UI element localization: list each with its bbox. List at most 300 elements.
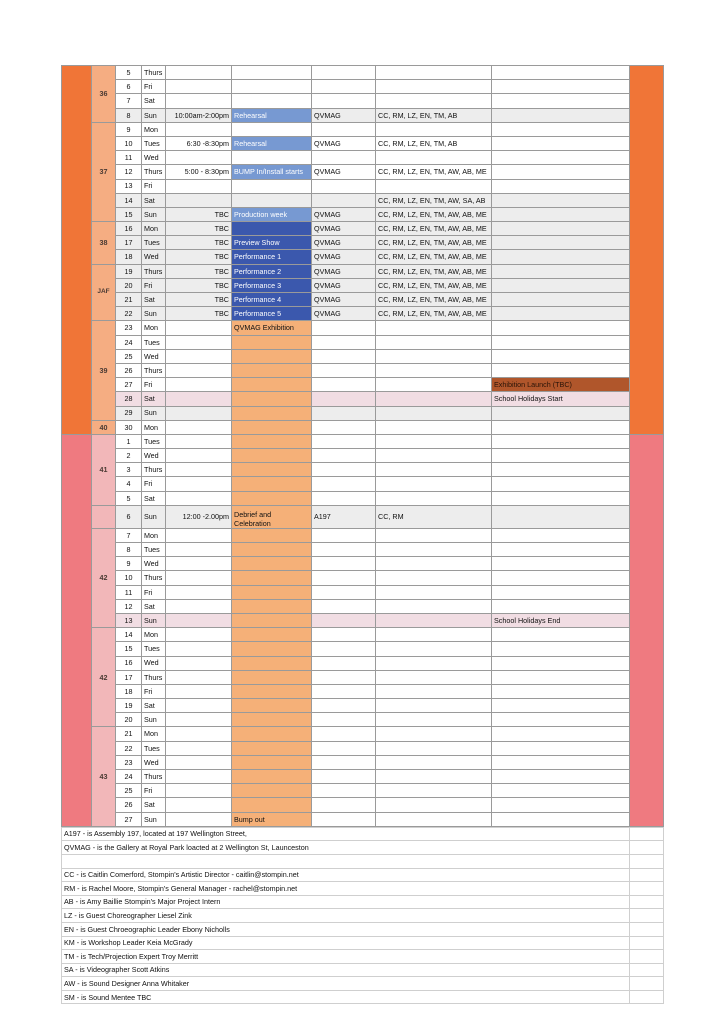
people-cell <box>376 741 492 755</box>
time-cell <box>166 585 232 599</box>
legend-entry: CC - is Caitlin Comerford, Stompin's Artistic Director - caitlin@stompin.net <box>62 868 630 882</box>
people-cell <box>376 491 492 505</box>
schedule-row <box>62 628 664 642</box>
schedule-row <box>62 543 664 557</box>
schedule-row <box>62 151 664 165</box>
legend-row <box>62 909 664 923</box>
week-number: 42 <box>92 628 116 727</box>
day-number: 16 <box>116 222 142 236</box>
people-cell <box>376 812 492 826</box>
notes-cell <box>492 307 630 321</box>
venue-cell <box>312 585 376 599</box>
venue-cell <box>312 571 376 585</box>
legend-entry: SA - is Videographer Scott Atkins <box>62 963 630 977</box>
time-cell <box>166 670 232 684</box>
schedule-table <box>61 65 664 827</box>
schedule-row <box>62 165 664 179</box>
week-number <box>92 505 116 528</box>
day-number: 13 <box>116 179 142 193</box>
people-cell: CC, RM, LZ, EN, TM, AW, AB, ME <box>376 250 492 264</box>
day-of-week: Wed <box>142 656 166 670</box>
venue-cell <box>312 80 376 94</box>
activity-cell <box>232 656 312 670</box>
day-of-week: Wed <box>142 557 166 571</box>
venue-cell <box>312 335 376 349</box>
day-of-week: Sun <box>142 406 166 420</box>
day-number: 24 <box>116 335 142 349</box>
notes-cell <box>492 505 630 528</box>
notes-cell <box>492 599 630 613</box>
schedule-sheet <box>61 65 663 1004</box>
day-of-week: Thurs <box>142 165 166 179</box>
venue-cell <box>312 628 376 642</box>
day-of-week: Sun <box>142 307 166 321</box>
people-cell: CC, RM, LZ, EN, TM, AB <box>376 108 492 122</box>
notes-cell <box>492 463 630 477</box>
notes-cell <box>492 363 630 377</box>
venue-cell: QVMAG <box>312 278 376 292</box>
venue-cell <box>312 642 376 656</box>
venue-cell <box>312 670 376 684</box>
day-number: 21 <box>116 293 142 307</box>
day-number: 16 <box>116 656 142 670</box>
venue-cell: QVMAG <box>312 307 376 321</box>
time-cell <box>166 122 232 136</box>
venue-cell <box>312 392 376 406</box>
people-cell: CC, RM, LZ, EN, TM, AW, AB, ME <box>376 264 492 278</box>
day-number: 5 <box>116 491 142 505</box>
notes-cell <box>492 642 630 656</box>
legend-entry: A197 - is Assembly 197, located at 197 Wellington Street, <box>62 827 630 841</box>
schedule-row <box>62 392 664 406</box>
people-cell <box>376 557 492 571</box>
time-cell: 6:30 -8:30pm <box>166 136 232 150</box>
venue-cell <box>312 599 376 613</box>
day-number: 21 <box>116 727 142 741</box>
activity-cell: Production week <box>232 207 312 221</box>
activity-cell <box>232 335 312 349</box>
schedule-row <box>62 557 664 571</box>
day-of-week: Tues <box>142 642 166 656</box>
activity-cell <box>232 463 312 477</box>
schedule-row <box>62 250 664 264</box>
schedule-row <box>62 406 664 420</box>
schedule-row <box>62 66 664 80</box>
day-number: 24 <box>116 770 142 784</box>
time-cell <box>166 392 232 406</box>
activity-cell <box>232 491 312 505</box>
notes-cell <box>492 812 630 826</box>
day-number: 7 <box>116 528 142 542</box>
time-cell: TBC <box>166 293 232 307</box>
time-cell <box>166 528 232 542</box>
people-cell <box>376 755 492 769</box>
day-number: 19 <box>116 699 142 713</box>
people-cell <box>376 543 492 557</box>
venue-cell: QVMAG <box>312 250 376 264</box>
schedule-row <box>62 784 664 798</box>
day-number: 8 <box>116 543 142 557</box>
venue-cell <box>312 528 376 542</box>
activity-cell <box>232 798 312 812</box>
legend-row <box>62 922 664 936</box>
activity-cell <box>232 449 312 463</box>
day-of-week: Tues <box>142 434 166 448</box>
time-cell <box>166 784 232 798</box>
week-number: 43 <box>92 727 116 826</box>
people-cell <box>376 335 492 349</box>
time-cell <box>166 80 232 94</box>
notes-cell <box>492 293 630 307</box>
time-cell <box>166 94 232 108</box>
day-number: 9 <box>116 557 142 571</box>
schedule-row <box>62 528 664 542</box>
venue-cell <box>312 727 376 741</box>
schedule-row <box>62 378 664 392</box>
people-cell <box>376 642 492 656</box>
schedule-row <box>62 321 664 335</box>
schedule-row <box>62 613 664 627</box>
time-cell <box>166 66 232 80</box>
venue-cell <box>312 477 376 491</box>
notes-cell <box>492 335 630 349</box>
day-number: 1 <box>116 434 142 448</box>
month-label-september-left <box>62 66 92 435</box>
venue-cell <box>312 94 376 108</box>
venue-cell <box>312 179 376 193</box>
day-of-week: Tues <box>142 236 166 250</box>
day-of-week: Mon <box>142 420 166 434</box>
schedule-row <box>62 193 664 207</box>
people-cell <box>376 94 492 108</box>
schedule-row <box>62 335 664 349</box>
schedule-row <box>62 179 664 193</box>
day-of-week: Fri <box>142 585 166 599</box>
day-of-week: Fri <box>142 378 166 392</box>
people-cell: CC, RM, LZ, EN, TM, AW, AB, ME <box>376 207 492 221</box>
people-cell: CC, RM <box>376 505 492 528</box>
notes-cell <box>492 755 630 769</box>
people-cell <box>376 363 492 377</box>
time-cell <box>166 321 232 335</box>
day-number: 28 <box>116 392 142 406</box>
schedule-row <box>62 236 664 250</box>
day-number: 18 <box>116 250 142 264</box>
day-number: 18 <box>116 684 142 698</box>
schedule-row <box>62 349 664 363</box>
activity-cell: Rehearsal <box>232 136 312 150</box>
venue-cell <box>312 122 376 136</box>
time-cell <box>166 477 232 491</box>
activity-cell: Debrief and Celebration <box>232 505 312 528</box>
schedule-row <box>62 505 664 528</box>
day-number: 30 <box>116 420 142 434</box>
day-of-week: Sun <box>142 713 166 727</box>
people-cell <box>376 321 492 335</box>
schedule-row <box>62 571 664 585</box>
time-cell <box>166 699 232 713</box>
people-cell <box>376 434 492 448</box>
time-cell <box>166 449 232 463</box>
day-number: 10 <box>116 136 142 150</box>
time-cell <box>166 684 232 698</box>
notes-cell <box>492 628 630 642</box>
legend-entry: AW - is Sound Designer Anna Whitaker <box>62 977 630 991</box>
day-number: 8 <box>116 108 142 122</box>
day-number: 4 <box>116 477 142 491</box>
time-cell: TBC <box>166 222 232 236</box>
notes-cell <box>492 656 630 670</box>
day-of-week: Mon <box>142 528 166 542</box>
activity-cell <box>232 784 312 798</box>
venue-cell: QVMAG <box>312 108 376 122</box>
time-cell <box>166 571 232 585</box>
day-number: 17 <box>116 670 142 684</box>
legend-spacer <box>630 895 664 909</box>
legend-spacer <box>630 977 664 991</box>
day-of-week: Sat <box>142 94 166 108</box>
day-number: 22 <box>116 741 142 755</box>
day-of-week: Sat <box>142 392 166 406</box>
notes-cell <box>492 557 630 571</box>
people-cell <box>376 727 492 741</box>
venue-cell <box>312 151 376 165</box>
schedule-row <box>62 207 664 221</box>
day-number: 12 <box>116 599 142 613</box>
venue-cell <box>312 434 376 448</box>
day-of-week: Thurs <box>142 264 166 278</box>
day-number: 17 <box>116 236 142 250</box>
people-cell: CC, RM, LZ, EN, TM, AW, AB, ME <box>376 165 492 179</box>
activity-cell <box>232 434 312 448</box>
activity-cell: Performance 4 <box>232 293 312 307</box>
people-cell <box>376 477 492 491</box>
notes-cell <box>492 491 630 505</box>
activity-cell <box>232 349 312 363</box>
schedule-row <box>62 727 664 741</box>
notes-cell <box>492 264 630 278</box>
day-of-week: Fri <box>142 477 166 491</box>
venue-cell <box>312 378 376 392</box>
legend-spacer <box>630 990 664 1004</box>
legend-row <box>62 868 664 882</box>
time-cell <box>166 713 232 727</box>
people-cell <box>376 684 492 698</box>
day-of-week: Sun <box>142 108 166 122</box>
people-cell <box>376 378 492 392</box>
activity-cell <box>232 222 312 236</box>
legend-entry: RM - is Rachel Moore, Stompin's General Manager - rachel@stompin.net <box>62 882 630 896</box>
day-of-week: Sun <box>142 613 166 627</box>
venue-cell <box>312 420 376 434</box>
legend-entry: LZ - is Guest Choreographer Liesel Zink <box>62 909 630 923</box>
day-of-week: Mon <box>142 122 166 136</box>
day-of-week: Thurs <box>142 571 166 585</box>
day-number: 6 <box>116 505 142 528</box>
venue-cell <box>312 812 376 826</box>
day-number: 20 <box>116 278 142 292</box>
activity-cell <box>232 94 312 108</box>
schedule-row <box>62 642 664 656</box>
time-cell <box>166 613 232 627</box>
people-cell <box>376 770 492 784</box>
activity-cell <box>232 557 312 571</box>
schedule-row <box>62 798 664 812</box>
notes-cell <box>492 179 630 193</box>
people-cell <box>376 798 492 812</box>
month-label-october-left <box>62 434 92 826</box>
day-number: 27 <box>116 378 142 392</box>
activity-cell <box>232 363 312 377</box>
notes-cell <box>492 543 630 557</box>
day-of-week: Thurs <box>142 770 166 784</box>
time-cell <box>166 642 232 656</box>
schedule-row <box>62 293 664 307</box>
day-of-week: Tues <box>142 543 166 557</box>
activity-cell <box>232 741 312 755</box>
venue-cell <box>312 66 376 80</box>
people-cell: CC, RM, LZ, EN, TM, AW, AB, ME <box>376 236 492 250</box>
time-cell <box>166 406 232 420</box>
venue-cell <box>312 713 376 727</box>
notes-cell <box>492 151 630 165</box>
schedule-row <box>62 94 664 108</box>
people-cell <box>376 463 492 477</box>
venue-cell <box>312 193 376 207</box>
day-of-week: Sat <box>142 699 166 713</box>
day-of-week: Mon <box>142 321 166 335</box>
day-of-week: Mon <box>142 727 166 741</box>
venue-cell <box>312 741 376 755</box>
notes-cell <box>492 278 630 292</box>
venue-cell <box>312 770 376 784</box>
venue-cell <box>312 557 376 571</box>
activity-cell: Rehearsal <box>232 108 312 122</box>
time-cell <box>166 363 232 377</box>
day-number: 23 <box>116 755 142 769</box>
day-number: 11 <box>116 585 142 599</box>
day-number: 29 <box>116 406 142 420</box>
day-of-week: Fri <box>142 684 166 698</box>
notes-cell <box>492 94 630 108</box>
activity-cell <box>232 770 312 784</box>
legend-spacer <box>630 868 664 882</box>
venue-cell <box>312 321 376 335</box>
week-number: 36 <box>92 66 116 123</box>
week-number: 37 <box>92 122 116 221</box>
schedule-row <box>62 136 664 150</box>
time-cell: TBC <box>166 307 232 321</box>
activity-cell <box>232 613 312 627</box>
legend-row <box>62 950 664 964</box>
day-number: 26 <box>116 798 142 812</box>
people-cell: CC, RM, LZ, EN, TM, AW, AB, ME <box>376 307 492 321</box>
venue-cell <box>312 491 376 505</box>
activity-cell <box>232 755 312 769</box>
activity-cell: Performance 1 <box>232 250 312 264</box>
day-number: 26 <box>116 363 142 377</box>
activity-cell <box>232 528 312 542</box>
day-number: 10 <box>116 571 142 585</box>
people-cell <box>376 179 492 193</box>
notes-cell <box>492 684 630 698</box>
venue-cell: QVMAG <box>312 165 376 179</box>
notes-cell <box>492 66 630 80</box>
people-cell <box>376 449 492 463</box>
activity-cell <box>232 80 312 94</box>
time-cell <box>166 151 232 165</box>
venue-cell <box>312 406 376 420</box>
legend-entry: AB - is Amy Baillie Stompin's Major Project Intern <box>62 895 630 909</box>
day-of-week: Thurs <box>142 363 166 377</box>
legend-spacer <box>630 841 664 855</box>
legend-spacer <box>630 963 664 977</box>
day-number: 3 <box>116 463 142 477</box>
schedule-row <box>62 670 664 684</box>
people-cell <box>376 151 492 165</box>
venue-cell <box>312 463 376 477</box>
time-cell <box>166 179 232 193</box>
people-cell <box>376 784 492 798</box>
legend-entry <box>62 854 630 868</box>
venue-cell <box>312 798 376 812</box>
people-cell <box>376 613 492 627</box>
week-number: 41 <box>92 434 116 505</box>
day-number: 14 <box>116 628 142 642</box>
activity-cell <box>232 684 312 698</box>
week-number: 42 <box>92 528 116 627</box>
day-of-week: Mon <box>142 628 166 642</box>
notes-cell <box>492 136 630 150</box>
activity-cell <box>232 713 312 727</box>
schedule-row <box>62 222 664 236</box>
schedule-row <box>62 741 664 755</box>
time-cell <box>166 378 232 392</box>
time-cell <box>166 557 232 571</box>
day-of-week: Thurs <box>142 463 166 477</box>
venue-cell <box>312 363 376 377</box>
day-of-week: Sun <box>142 505 166 528</box>
people-cell <box>376 599 492 613</box>
day-of-week: Tues <box>142 335 166 349</box>
notes-cell <box>492 477 630 491</box>
time-cell <box>166 755 232 769</box>
people-cell: CC, RM, LZ, EN, TM, AW, AB, ME <box>376 222 492 236</box>
notes-cell <box>492 420 630 434</box>
day-number: 22 <box>116 307 142 321</box>
schedule-row <box>62 770 664 784</box>
people-cell: CC, RM, LZ, EN, TM, AW, SA, AB <box>376 193 492 207</box>
time-cell: TBC <box>166 236 232 250</box>
time-cell: TBC <box>166 207 232 221</box>
day-number: 15 <box>116 207 142 221</box>
venue-cell <box>312 449 376 463</box>
notes-cell <box>492 222 630 236</box>
day-of-week: Sat <box>142 193 166 207</box>
schedule-row <box>62 363 664 377</box>
schedule-row <box>62 122 664 136</box>
schedule-row <box>62 420 664 434</box>
day-number: 2 <box>116 449 142 463</box>
day-of-week: Wed <box>142 449 166 463</box>
notes-cell <box>492 784 630 798</box>
day-number: 9 <box>116 122 142 136</box>
schedule-row <box>62 491 664 505</box>
notes-cell <box>492 585 630 599</box>
day-of-week: Mon <box>142 222 166 236</box>
people-cell <box>376 392 492 406</box>
people-cell: CC, RM, LZ, EN, TM, AW, AB, ME <box>376 278 492 292</box>
